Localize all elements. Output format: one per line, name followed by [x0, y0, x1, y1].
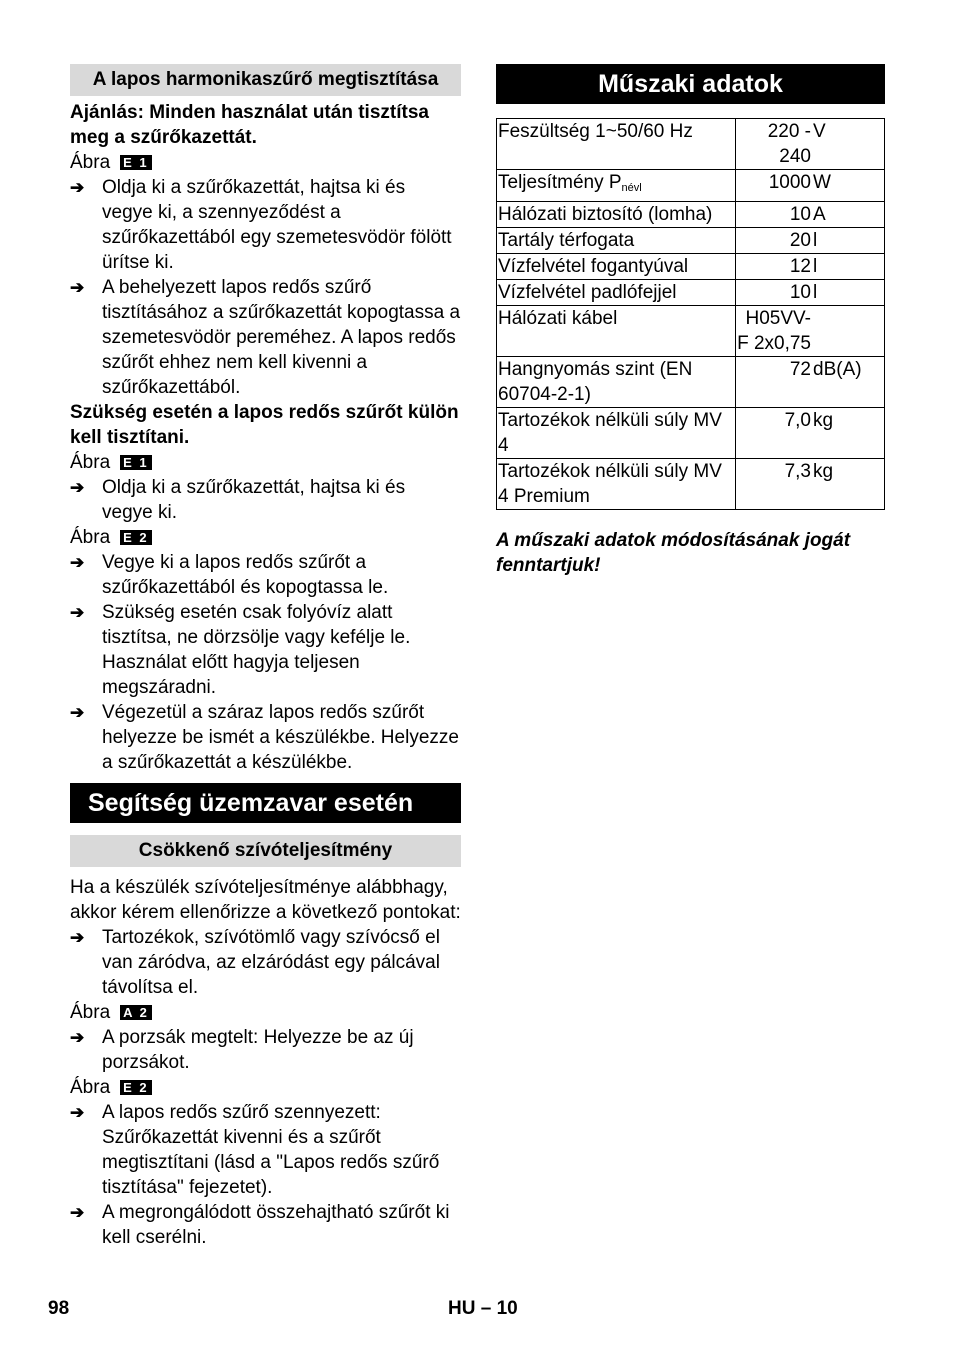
- figure-ref: [70, 150, 461, 175]
- step-text: A porzsák megtelt: Helyezze be az új porzsákot.: [102, 1027, 414, 1073]
- arrow-right-icon: ➔: [70, 603, 85, 622]
- table-row: [497, 459, 885, 510]
- spec-value: H05VV-F 2x0,75: [736, 306, 813, 357]
- spec-name: [497, 408, 736, 459]
- spec-unit: V: [812, 119, 885, 170]
- figure-word: Ábra: [70, 1077, 111, 1098]
- arrow-right-icon: ➔: [70, 928, 85, 947]
- spec-name: [497, 459, 736, 510]
- spec-name: [497, 228, 736, 254]
- figure-badge: E 2: [120, 1080, 152, 1095]
- table-row: [497, 408, 885, 459]
- spec-value: 20: [736, 228, 813, 254]
- figure-ref: [70, 1000, 461, 1025]
- table-row: [497, 170, 885, 202]
- figure-word: Ábra: [70, 152, 111, 173]
- step-text: Oldja ki a szűrőkazettát, hajtsa ki és vegye ki.: [102, 477, 406, 523]
- figure-word: Ábra: [70, 1002, 111, 1023]
- table-row: [497, 357, 885, 408]
- spec-name-text: Teljesítmény P: [498, 172, 622, 193]
- figure-word: Ábra: [70, 527, 111, 548]
- steps-list: [70, 1025, 461, 1075]
- step-item: [70, 175, 461, 275]
- arrow-right-icon: ➔: [70, 278, 85, 297]
- intro-text: Ha a készülék szívóteljesítménye alábbhagy, akkor kérem ellenőrizze a következő pontokat:: [70, 877, 461, 923]
- table-row: [497, 228, 885, 254]
- step-text: Oldja ki a szűrőkazettát, hajtsa ki és vegye ki, a szennyeződést a szűrőkazettából egy szemetesvödör fölött ürítse ki.: [102, 177, 452, 273]
- step-text: Vegye ki a lapos redős szűrőt a szűrőkazettából és kopogtassa le.: [102, 552, 389, 598]
- spec-name-text: Vízfelvétel padlófejjel: [498, 282, 677, 303]
- spec-value: 7,0: [736, 408, 813, 459]
- table-row: [497, 202, 885, 228]
- step-item: [70, 600, 461, 700]
- spec-name: [497, 306, 736, 357]
- spec-unit: l: [812, 254, 885, 280]
- figure-badge: E 1: [120, 155, 152, 170]
- spec-unit: l: [812, 280, 885, 306]
- step-item: [70, 1100, 461, 1200]
- figure-word: Ábra: [70, 452, 111, 473]
- arrow-right-icon: ➔: [70, 703, 85, 722]
- step-item: [70, 275, 461, 400]
- spec-value: 10: [736, 280, 813, 306]
- spec-value: 1000: [736, 170, 813, 202]
- page-number: 98: [48, 1298, 70, 1319]
- page-language-label: HU – 10: [448, 1298, 518, 1319]
- spec-name-text: Feszültség 1~50/60 Hz: [498, 121, 693, 142]
- figure-badge: A 2: [120, 1005, 152, 1020]
- spec-name-text: Vízfelvétel fogantyúval: [498, 256, 689, 277]
- table-row: [497, 306, 885, 357]
- spec-name: [497, 170, 736, 202]
- arrow-right-icon: ➔: [70, 1028, 85, 1047]
- spec-name: [497, 280, 736, 306]
- figure-ref: [70, 525, 461, 550]
- arrow-right-icon: ➔: [70, 1103, 85, 1122]
- arrow-right-icon: ➔: [70, 553, 85, 572]
- figure-ref: [70, 1075, 461, 1100]
- spec-name-text: Hálózati kábel: [498, 308, 618, 329]
- arrow-right-icon: ➔: [70, 178, 85, 197]
- spec-name-text: Tartozékok nélküli súly MV 4: [498, 410, 722, 456]
- arrow-right-icon: ➔: [70, 1203, 85, 1222]
- figure-badge: E 1: [120, 455, 152, 470]
- table-row: [497, 119, 885, 170]
- step-item: [70, 700, 461, 775]
- spec-name-text: Tartozékok nélküli súly MV 4 Premium: [498, 461, 722, 507]
- technical-data-note: A műszaki adatok módosításának jogát fenntartjuk!: [496, 530, 851, 576]
- steps-list: [70, 1100, 461, 1250]
- section-heading-filter-cleaning: A lapos harmonikaszűrő megtisztítása: [70, 64, 461, 96]
- step-item: [70, 1025, 461, 1075]
- technical-data-table: [496, 118, 885, 510]
- spec-unit: [812, 306, 885, 357]
- steps-list: [70, 475, 461, 525]
- spec-value: 72: [736, 357, 813, 408]
- spec-unit: A: [812, 202, 885, 228]
- spec-value: 12: [736, 254, 813, 280]
- steps-list: [70, 550, 461, 775]
- spec-name-text: Hangnyomás szint (EN 60704-2-1): [498, 359, 693, 405]
- spec-value: 7,3: [736, 459, 813, 510]
- figure-badge: E 2: [120, 530, 152, 545]
- spec-name: [497, 119, 736, 170]
- table-row: [497, 254, 885, 280]
- step-text: A megrongálódott összehajtható szűrőt ki kell cserélni.: [102, 1202, 450, 1248]
- spec-name: [497, 202, 736, 228]
- step-text: A lapos redős szűrő szennyezett: Szűrőkazettát kivenni és a szűrőt megtisztítani (lásd a "Lapos redős szűrő tisztítása" fejezetet).: [102, 1102, 440, 1198]
- spec-name: [497, 357, 736, 408]
- step-item: [70, 550, 461, 600]
- spec-unit: kg: [812, 459, 885, 510]
- spec-unit: l: [812, 228, 885, 254]
- step-item: [70, 475, 461, 525]
- spec-value: 220 - 240: [736, 119, 813, 170]
- spec-name-text: Hálózati biztosító (lomha): [498, 204, 713, 225]
- steps-list: [70, 175, 461, 400]
- spec-subscript: névl: [621, 182, 642, 194]
- subsection-heading-suction: Csökkenő szívóteljesítmény: [70, 835, 461, 867]
- section-heading-technical-data: Műszaki adatok: [496, 64, 885, 104]
- note-separately: Szükség esetén a lapos redős szűrőt külön kell tisztítani.: [70, 402, 459, 448]
- left-column: [70, 64, 461, 1250]
- spec-name-text: Tartály térfogata: [498, 230, 635, 251]
- step-text: Végezetül a száraz lapos redős szűrőt helyezze be ismét a készülékbe. Helyezze a szűrőkazettát a készülékbe.: [102, 702, 459, 773]
- section-heading-troubleshooting: Segítség üzemzavar esetén: [70, 783, 461, 823]
- spec-value: 10: [736, 202, 813, 228]
- table-row: [497, 280, 885, 306]
- step-item: [70, 1200, 461, 1250]
- steps-list: [70, 925, 461, 1000]
- spec-name: [497, 254, 736, 280]
- recommendation-text: Ajánlás: Minden használat után tisztítsa meg a szűrőkazettát.: [70, 102, 429, 148]
- step-item: [70, 925, 461, 1000]
- right-column: [496, 64, 885, 578]
- spec-unit: kg: [812, 408, 885, 459]
- step-text: Tartozékok, szívótömlő vagy szívócső el van záródva, az elzáródást egy pálcával távolítsa el.: [102, 927, 440, 998]
- step-text: Szükség esetén csak folyóvíz alatt tisztítsa, ne dörzsölje vagy kefélje le. Használat előtt hagyja teljesen megszáradni.: [102, 602, 411, 698]
- step-text: A behelyezett lapos redős szűrő tisztításához a szűrőkazettát kopogtassa a szemetesvödör pereméhez. A lapos redős szűrőt ehhez nem kell kivenni a szűrőkazettából.: [102, 277, 461, 398]
- arrow-right-icon: ➔: [70, 478, 85, 497]
- spec-unit: W: [812, 170, 885, 202]
- figure-ref: [70, 450, 461, 475]
- spec-unit: dB(A): [812, 357, 885, 408]
